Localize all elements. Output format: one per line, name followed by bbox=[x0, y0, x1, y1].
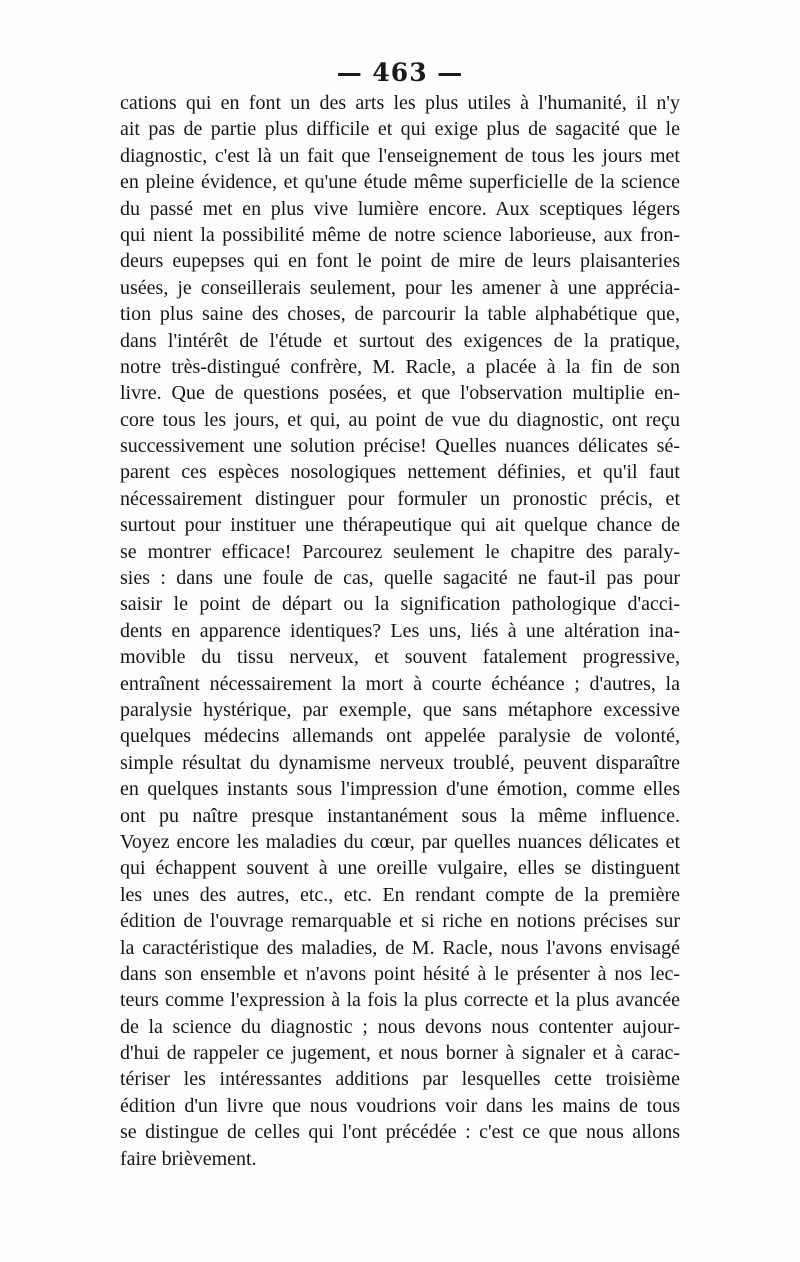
text-line: édition de l'ouvrage remarquable et si riche en notions précises sur bbox=[120, 910, 680, 933]
text-line: sies : dans une foule de cas, quelle sagacité ne faut-il pas pour bbox=[120, 567, 680, 590]
page-number: — 463 — bbox=[336, 58, 464, 87]
text-line: cations qui en font un des arts les plus utiles à l'humanité, il n'y bbox=[120, 92, 680, 114]
text-line: les unes des autres, etc., etc. En rendant compte de la première bbox=[120, 883, 680, 906]
text-line: de la science du diagnostic ; nous devons nous contenter aujour- bbox=[120, 1015, 680, 1038]
text-line: qui échappent souvent à une oreille vulgaire, elles se distinguent bbox=[120, 857, 680, 880]
text-line: en quelques instants sous l'impression d'une émotion, comme elles bbox=[120, 778, 680, 801]
text-line: successivement une solution précise! Quelles nuances délicates sé- bbox=[120, 435, 680, 458]
text-line: deurs eupepses qui en font le point de mire de leurs plaisanteries bbox=[120, 250, 680, 273]
text-line: movible du tissu nerveux, et souvent fatalement progressive, bbox=[120, 646, 680, 669]
text-line: ait pas de partie plus difficile et qui exige plus de sagacité que le bbox=[120, 118, 680, 141]
text-line: paralysie hystérique, par exemple, que sans métaphore excessive bbox=[120, 698, 680, 721]
text-line: dents en apparence identiques? Les uns, liés à une altération ina- bbox=[120, 619, 680, 642]
text-line: entraînent nécessairement la mort à courte échéance ; d'autres, la bbox=[120, 672, 680, 695]
text-line: parent ces espèces nosologiques nettement définies, et qu'il faut bbox=[120, 461, 680, 484]
text-line: faire brièvement. bbox=[120, 1147, 257, 1170]
text-line: notre très-distingué confrère, M. Racle, a placée à la fin de son bbox=[120, 355, 680, 378]
text-line: quelques médecins allemands ont appelée paralysie de volonté, bbox=[120, 725, 680, 748]
text-line: Voyez encore les maladies du cœur, par quelles nuances délicates et bbox=[120, 830, 680, 853]
text-line: saisir le point de départ ou la signification pathologique d'acci- bbox=[120, 593, 680, 616]
text-line: qui nient la possibilité même de notre science laborieuse, aux fron- bbox=[120, 223, 680, 246]
text-line: tériser les intéressantes additions par lesquelles cette troisième bbox=[120, 1068, 680, 1091]
text-line: simple résultat du dynamisme nerveux troublé, peuvent disparaître bbox=[120, 751, 680, 774]
text-line: core tous les jours, et qui, au point de vue du diagnostic, ont reçu bbox=[120, 408, 680, 431]
text-line: dans l'intérêt de l'étude et surtout des exigences de la pratique, bbox=[120, 329, 680, 352]
body-text bbox=[120, 90, 680, 1172]
text-line: en pleine évidence, et qu'une étude même superficielle de la science bbox=[120, 171, 680, 194]
text-line: édition d'un livre que nous voudrions voir dans les mains de tous bbox=[120, 1094, 680, 1117]
text-line: se distingue de celles qui l'ont précédée : c'est ce que nous allons bbox=[120, 1121, 680, 1144]
text-line: d'hui de rappeler ce jugement, et nous borner à signaler et à carac- bbox=[120, 1042, 680, 1065]
text-line: dans son ensemble et n'avons point hésité à le présenter à nos lec- bbox=[120, 962, 680, 985]
text-line: diagnostic, c'est là un fait que l'enseignement de tous les jours met bbox=[120, 144, 680, 167]
text-line: nécessairement distinguer pour formuler un pronostic précis, et bbox=[120, 487, 680, 510]
text-line: teurs comme l'expression à la fois la plus correcte et la plus avancée bbox=[120, 989, 680, 1012]
text-line: usées, je conseillerais seulement, pour les amener à une apprécia- bbox=[120, 276, 680, 299]
text-line: surtout pour instituer une thérapeutique qui ait quelque chance de bbox=[120, 514, 680, 537]
text-line: du passé met en plus vive lumière encore. Aux sceptiques légers bbox=[120, 197, 680, 220]
text-line: ont pu naître presque instantanément sous la même influence. bbox=[120, 804, 680, 827]
text-line: livre. Que de questions posées, et que l'observation multiplie en- bbox=[120, 382, 680, 405]
text-line: se montrer efficace! Parcourez seulement le chapitre des paraly- bbox=[120, 540, 680, 563]
text-line: la caractéristique des maladies, de M. Racle, nous l'avons envisagé bbox=[120, 936, 680, 959]
text-line: tion plus saine des choses, de parcourir la table alphabétique que, bbox=[120, 303, 680, 326]
